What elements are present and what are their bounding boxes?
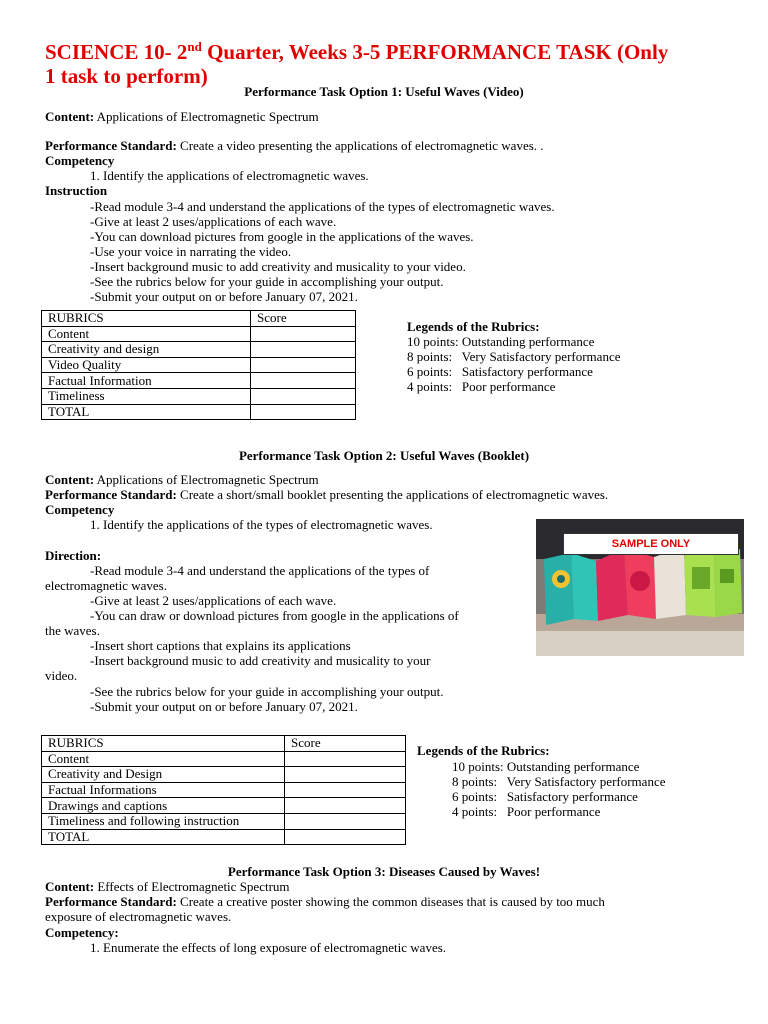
option2-content-value: Applications of Electromagnetic Spectrum <box>96 472 319 487</box>
score-cell <box>251 357 356 373</box>
table-row <box>42 782 406 798</box>
option1-instruction-item: -Read module 3-4 and understand the applications of the types of electromagnetic waves. <box>90 199 555 214</box>
title-line1-rest: Quarter, Weeks 3-5 PERFORMANCE TASK (Only <box>201 40 669 64</box>
option1-standard <box>45 138 544 153</box>
rubric-criterion: Video Quality <box>42 357 251 373</box>
option1-legend-title: Legends of the Rubrics: <box>407 319 540 334</box>
table-row <box>42 373 356 389</box>
option1-competency-label: Competency <box>45 153 115 168</box>
rubric-criterion: Timeliness and following instruction <box>42 813 285 829</box>
rubric-criterion: TOTAL <box>42 829 285 845</box>
option1-legend-item: 6 points: Satisfactory performance <box>407 364 593 379</box>
option2-competency-label: Competency <box>45 502 115 517</box>
title-superscript: nd <box>187 39 202 54</box>
table-row <box>42 751 406 767</box>
option2-content-label: Content: <box>45 472 95 487</box>
option1-competency-item: 1. Identify the applications of electromagnetic waves. <box>90 168 369 183</box>
option1-instruction-label: Instruction <box>45 183 108 198</box>
rubric-criterion: Factual Informations <box>42 782 285 798</box>
option2-legend-item: 4 points: Poor performance <box>452 804 601 819</box>
table-row <box>42 813 406 829</box>
option3-content-label: Content: <box>45 879 95 894</box>
option3-standard-label: Performance Standard: <box>45 894 177 909</box>
option1-legend-item: 10 points: Outstanding performance <box>407 334 595 349</box>
score-header: Score <box>251 311 356 327</box>
option1-instruction-item: -Insert background music to add creativity and musicality to your video. <box>90 259 466 274</box>
option2-direction-item: -Insert short captions that explains its applications <box>90 638 351 653</box>
score-cell <box>285 798 406 814</box>
option2-direction-item: -Give at least 2 uses/applications of each wave. <box>90 593 337 608</box>
option1-instruction-item: -Give at least 2 uses/applications of each wave. <box>90 214 337 229</box>
option1-legend-item: 4 points: Poor performance <box>407 379 556 394</box>
rubric-criterion: TOTAL <box>42 404 251 420</box>
option1-instruction-item: -Use your voice in narrating the video. <box>90 244 292 259</box>
option2-direction-item: -Submit your output on or before January 07, 2021. <box>90 699 358 714</box>
option3-competency-item: 1. Enumerate the effects of long exposure of electromagnetic waves. <box>90 940 447 955</box>
option1-content <box>45 109 319 124</box>
option2-direction-label: Direction: <box>45 548 102 563</box>
rubric-criterion: Creativity and Design <box>42 767 285 783</box>
rubric-criterion: Content <box>42 751 285 767</box>
option2-rubrics-table <box>41 735 406 845</box>
option2-direction-item: -Read module 3-4 and understand the applications of the types of <box>90 563 430 578</box>
document-title <box>45 40 745 88</box>
table-row <box>42 798 406 814</box>
score-cell <box>285 782 406 798</box>
table-row <box>42 326 356 342</box>
option2-direction-item: electromagnetic waves. <box>45 578 167 593</box>
score-cell <box>251 373 356 389</box>
sample-only-label: SAMPLE ONLY <box>563 533 739 555</box>
option2-legend-item: 6 points: Satisfactory performance <box>452 789 638 804</box>
table-row <box>42 404 356 420</box>
option1-instruction-item: -See the rubrics below for your guide in accomplishing your output. <box>90 274 444 289</box>
option2-heading: Performance Task Option 2: Useful Waves (Booklet) <box>238 448 530 463</box>
option2-content <box>45 472 319 487</box>
rubric-criterion: Timeliness <box>42 388 251 404</box>
table-row <box>42 357 356 373</box>
option2-direction-item: video. <box>45 668 78 683</box>
option3-heading: Performance Task Option 3: Diseases Caused by Waves! <box>227 864 541 879</box>
option2-direction-item: -Insert background music to add creativity and musicality to your <box>90 653 431 668</box>
option2-direction-item: the waves. <box>45 623 100 638</box>
table-row <box>42 736 406 752</box>
option1-instruction-item: -Submit your output on or before January 07, 2021. <box>90 289 358 304</box>
option2-legend-item: 8 points: Very Satisfactory performance <box>452 774 666 789</box>
option2-direction-item: -You can draw or download pictures from google in the applications of <box>90 608 459 623</box>
score-cell <box>285 767 406 783</box>
option2-standard <box>45 487 608 502</box>
score-cell <box>251 342 356 358</box>
rubric-criterion: Factual Information <box>42 373 251 389</box>
rubric-criterion: Creativity and design <box>42 342 251 358</box>
option1-standard-value: Create a video presenting the applications of electromagnetic waves. . <box>180 138 544 153</box>
score-cell <box>285 751 406 767</box>
rubric-criterion: Drawings and captions <box>42 798 285 814</box>
title-line2: 1 task to perform) <box>45 64 208 88</box>
score-cell <box>285 829 406 845</box>
table-row <box>42 767 406 783</box>
rubric-header: RUBRICS <box>42 311 251 327</box>
option1-rubrics-table <box>41 310 356 420</box>
option2-standard-value: Create a short/small booklet presenting the applications of electromagnetic waves. <box>180 487 609 502</box>
option1-standard-label: Performance Standard: <box>45 138 177 153</box>
option3-standard-value-line2: exposure of electromagnetic waves. <box>45 909 232 924</box>
score-cell <box>251 326 356 342</box>
rubric-header: RUBRICS <box>42 736 285 752</box>
score-cell <box>251 388 356 404</box>
score-cell <box>285 813 406 829</box>
option3-competency-label: Competency: <box>45 925 119 940</box>
option2-standard-label: Performance Standard: <box>45 487 177 502</box>
title-prefix: SCIENCE 10- 2 <box>45 40 188 64</box>
option3-content <box>45 879 290 894</box>
table-row <box>42 311 356 327</box>
option3-standard <box>45 894 605 909</box>
table-row <box>42 829 406 845</box>
option1-legend-item: 8 points: Very Satisfactory performance <box>407 349 621 364</box>
option2-direction-item: -See the rubrics below for your guide in accomplishing your output. <box>90 684 444 699</box>
option2-legend-title: Legends of the Rubrics: <box>417 743 550 758</box>
score-header: Score <box>285 736 406 752</box>
option1-heading: Performance Task Option 1: Useful Waves (Video) <box>244 84 524 99</box>
score-cell <box>251 404 356 420</box>
option2-legend-item: 10 points: Outstanding performance <box>452 759 640 774</box>
option3-content-value: Effects of Electromagnetic Spectrum <box>97 879 290 894</box>
option1-instruction-item: -You can download pictures from google in the applications of the waves. <box>90 229 474 244</box>
table-row <box>42 388 356 404</box>
option1-content-value: Applications of Electromagnetic Spectrum <box>96 109 319 124</box>
option2-competency-item: 1. Identify the applications of the types of electromagnetic waves. <box>90 517 433 532</box>
option1-content-label: Content: <box>45 109 95 124</box>
table-row <box>42 342 356 358</box>
rubric-criterion: Content <box>42 326 251 342</box>
option3-standard-value-line1: Create a creative poster showing the common diseases that is caused by too much <box>180 894 605 909</box>
